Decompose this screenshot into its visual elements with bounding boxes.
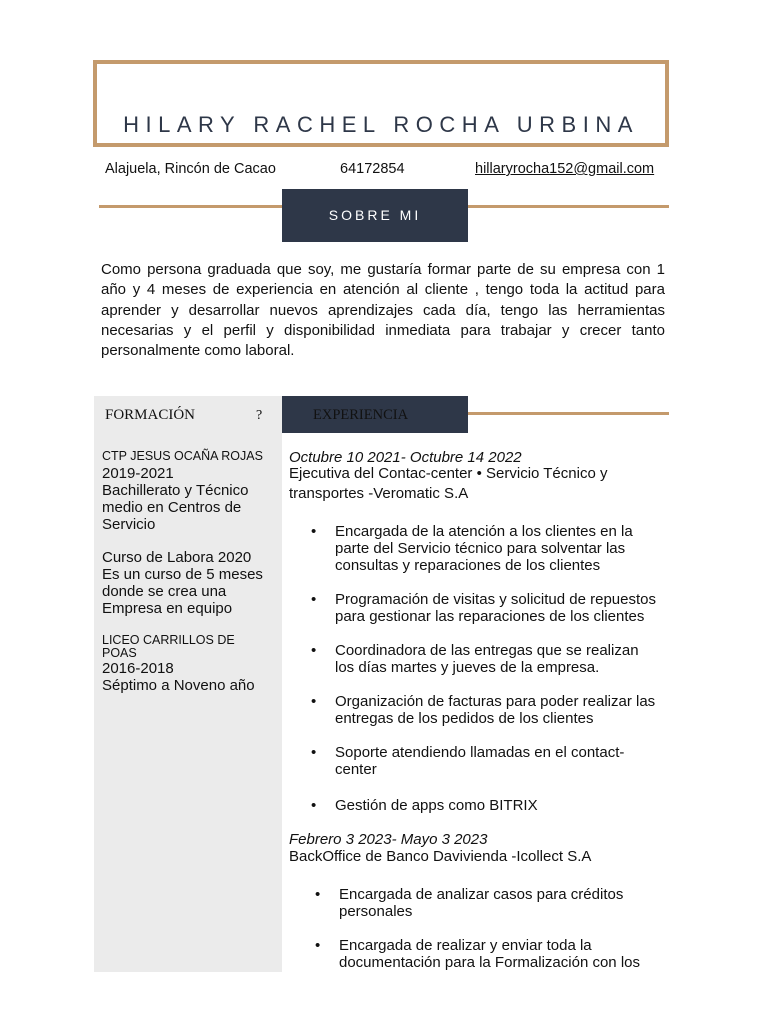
about-heading: SOBRE MI	[328, 207, 422, 223]
bullet-icon: •	[311, 523, 317, 540]
education-degree: Bachillerato y Técnico medio en Centros de Servicio	[102, 482, 249, 533]
bullet-text: Programación de visitas y solicitud de repuestos para gestionar las reparaciones de los clientes	[335, 591, 656, 625]
contact-email-link[interactable]: hillaryrocha152@gmail.com	[475, 161, 655, 177]
experience-divider	[468, 412, 669, 415]
bullet-icon: •	[311, 744, 317, 761]
job-dates: Febrero 3 2023- Mayo 3 2023	[289, 831, 488, 848]
bullet-text: Encargada de realizar y enviar toda la documentación para la Formalización con los	[339, 937, 640, 971]
candidate-name: HILARY RACHEL ROCHA URBINA	[123, 112, 639, 137]
contact-phone: 64172854	[340, 161, 405, 177]
education-school: LICEO CARRILLOS DE POAS	[102, 633, 235, 660]
bullet-text: Coordinadora de las entregas que se realizan los días martes y jueves de la empresa.	[335, 642, 639, 676]
bullet-icon: •	[311, 591, 317, 608]
bullet-text: Encargada de analizar casos para créditos personales	[339, 886, 624, 920]
job-dates: Octubre 10 2021- Octubre 14 2022	[289, 449, 522, 466]
bullet-icon: •	[315, 937, 321, 954]
bullet-text: Gestión de apps como BITRIX	[335, 797, 538, 814]
education-school: CTP JESUS OCAÑA ROJAS	[102, 449, 263, 463]
bullet-icon: •	[311, 797, 317, 814]
course-title: Curso de Labora 2020	[102, 549, 252, 566]
education-heading: FORMACIÓN	[105, 407, 196, 423]
education-years: 2019-2021	[102, 465, 174, 482]
experience-heading: EXPERIENCIA	[313, 407, 409, 423]
bullet-icon: •	[311, 642, 317, 659]
job-role: BackOffice de Banco Davivienda -Icollect S.A	[289, 848, 592, 865]
bullet-text: Encargada de la atención a los clientes en la parte del Servicio técnico para solventar las consultas y reparaciones de los clientes	[335, 523, 633, 574]
education-degree: Séptimo a Noveno año	[102, 677, 255, 694]
bullet-icon: •	[315, 886, 321, 903]
about-text: Como persona graduada que soy, me gustaría formar parte de su empresa con 1 año y 4 meses de experiencia en atención al cliente , tengo toda la actitud para aprender y desarrollar nuevos aprendizajes cada día, tengo las herramientas necesarias y el perfil y disponibilidad inmediata para trabajar y crecer tanto personalmente como laboral.	[101, 261, 665, 360]
education-marker: ?	[256, 408, 263, 423]
bullet-icon: •	[311, 693, 317, 710]
course-description: Es un curso de 5 meses donde se crea una Empresa en equipo	[102, 566, 263, 617]
bullet-text: Soporte atendiendo llamadas en el contact-center	[335, 744, 625, 778]
experience-heading-box	[282, 396, 468, 433]
bullet-text: Organización de facturas para poder realizar las entregas de los pedidos de los clientes	[335, 693, 656, 727]
contact-location: Alajuela, Rincón de Cacao	[105, 161, 276, 177]
name-header-box	[93, 60, 669, 147]
job-role: Ejecutiva del Contac-center • Servicio Técnico y transportes -Veromatic S.A	[289, 465, 608, 502]
education-years: 2016-2018	[102, 660, 174, 677]
about-heading-box	[282, 189, 468, 242]
